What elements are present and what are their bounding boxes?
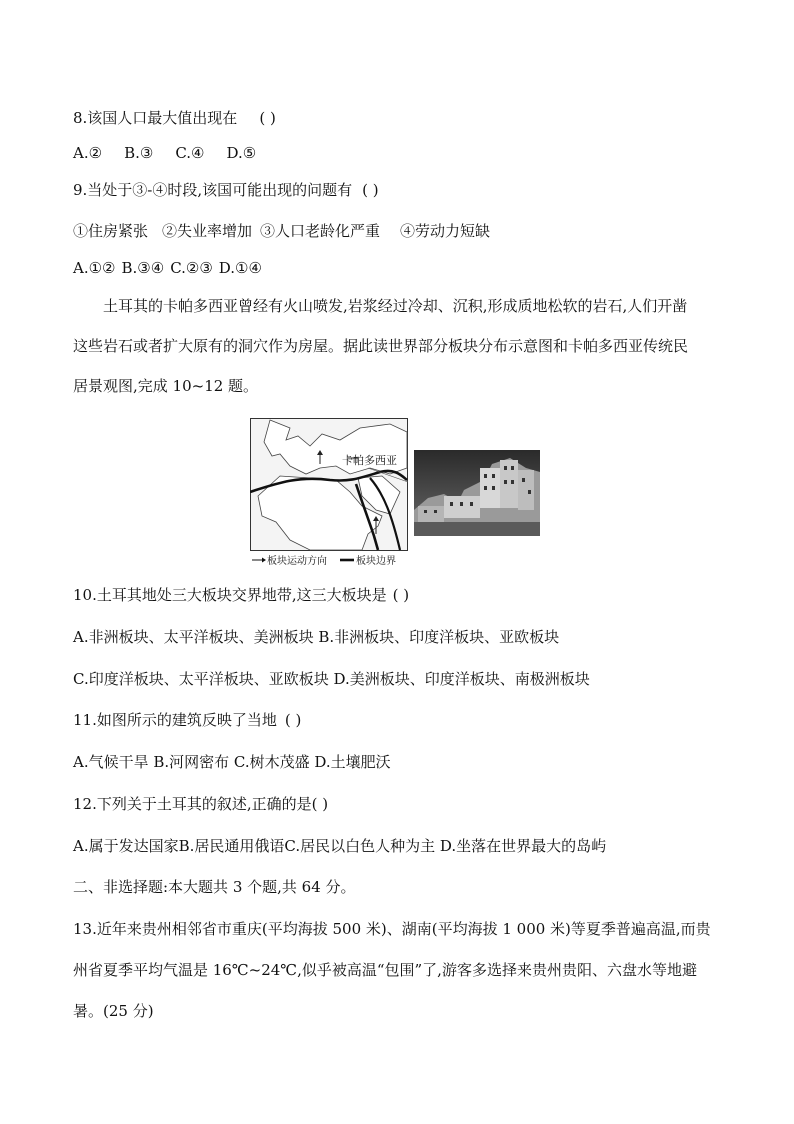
q8-option-d: D.⑤	[226, 144, 257, 162]
q8-option-b: B.③	[124, 144, 154, 162]
q13-line-1: 13.近年来贵州相邻省市重庆(平均海拔 500 米)、湖南(平均海拔 1 000 米)等夏季普遍高温,而贵	[73, 920, 711, 938]
q11-options: A.气候干旱 B.河网密布 C.树木茂盛 D.土壤肥沃	[73, 753, 391, 771]
photo-house-2	[418, 506, 444, 522]
legend-boundary-label: 板块边界	[356, 556, 396, 567]
q9-option-d: D.①④	[218, 259, 262, 277]
q13-line-2: 州省夏季平均气温是 16℃~24℃,似乎被高温“包围”了,游客多选择来贵州贵阳、六盘水等地避	[73, 961, 697, 979]
q9-option-a: A.①②	[73, 259, 116, 277]
photo-house-1	[444, 496, 480, 518]
q12-stem: 12.下列关于土耳其的叙述,正确的是	[73, 795, 312, 813]
q10-options-line-2: C.印度洋板块、太平洋板块、亚欧板块 D.美洲板块、印度洋板块、南极洲板块	[73, 670, 590, 688]
q11-stem: 11.如图所示的建筑反映了当地	[73, 711, 277, 729]
q9-option-b: B.③④	[121, 259, 165, 277]
photo-tower-3	[518, 470, 534, 510]
photo-foreground	[414, 522, 540, 536]
q8-stem-line	[73, 108, 276, 128]
q10-options-line-1: A.非洲板块、太平洋板块、美洲板块 B.非洲板块、印度洋板块、亚欧板块	[73, 628, 560, 646]
section2-title: 二、非选择题:本大题共 3 个题,共 64 分。	[73, 878, 356, 896]
plate-map-figure	[250, 418, 408, 568]
q9-stem-line	[73, 180, 379, 200]
q9-option-c: C.②③	[170, 259, 213, 277]
photo-tower-2	[500, 460, 518, 508]
q9-item-1: ①住房紧张	[73, 222, 149, 240]
legend-motion-arrowhead	[262, 558, 266, 563]
q12-options: A.属于发达国家B.居民通用俄语C.居民以白色人种为主 D.坐落在世界最大的岛屿	[73, 837, 607, 855]
q12-paren: ( )	[311, 795, 329, 813]
q8-option-a: A.②	[73, 144, 103, 162]
q8-options	[73, 143, 256, 163]
legend-motion-label: 板块运动方向	[267, 556, 327, 567]
q9-item-4: ④劳动力短缺	[400, 222, 491, 240]
q9-paren: ( )	[362, 181, 379, 199]
q9-item-2: ②失业率增加	[162, 222, 253, 240]
q9-items	[73, 221, 490, 241]
passage-line-1: 土耳其的卡帕多西亚曾经有火山喷发,岩浆经过冷却、沉积,形成质地松软的岩石,人们开凿	[103, 297, 688, 315]
q10-stem-line	[73, 585, 409, 605]
photo-tower-1	[480, 468, 500, 508]
q10-paren: ( )	[392, 586, 410, 604]
map-location-label: 卡帕多西亚	[342, 454, 397, 467]
q8-paren: ( )	[259, 109, 276, 127]
passage-line-2: 这些岩石或者扩大原有的洞穴作为房屋。据此读世界部分板块分布示意图和卡帕多西亚传统民	[73, 337, 689, 355]
q8-option-c: C.④	[175, 144, 205, 162]
q11-stem-line	[73, 710, 301, 730]
q11-paren: ( )	[284, 711, 302, 729]
q9-stem: 9.当处于③-④时段,该国可能出现的问题有	[73, 181, 353, 199]
q13-line-3: 暑。(25 分)	[73, 1002, 154, 1020]
passage-line-3: 居景观图,完成 10~12 题。	[73, 377, 259, 395]
cappadocia-dwelling-photo	[414, 450, 540, 536]
q9-options	[73, 258, 262, 278]
q10-stem: 10.土耳其地处三大板块交界地带,这三大板块是	[73, 586, 387, 604]
q8-stem: 8.该国人口最大值出现在	[73, 109, 238, 127]
q12-stem-line	[73, 794, 328, 814]
q9-item-3: ③人口老龄化严重	[260, 222, 381, 240]
